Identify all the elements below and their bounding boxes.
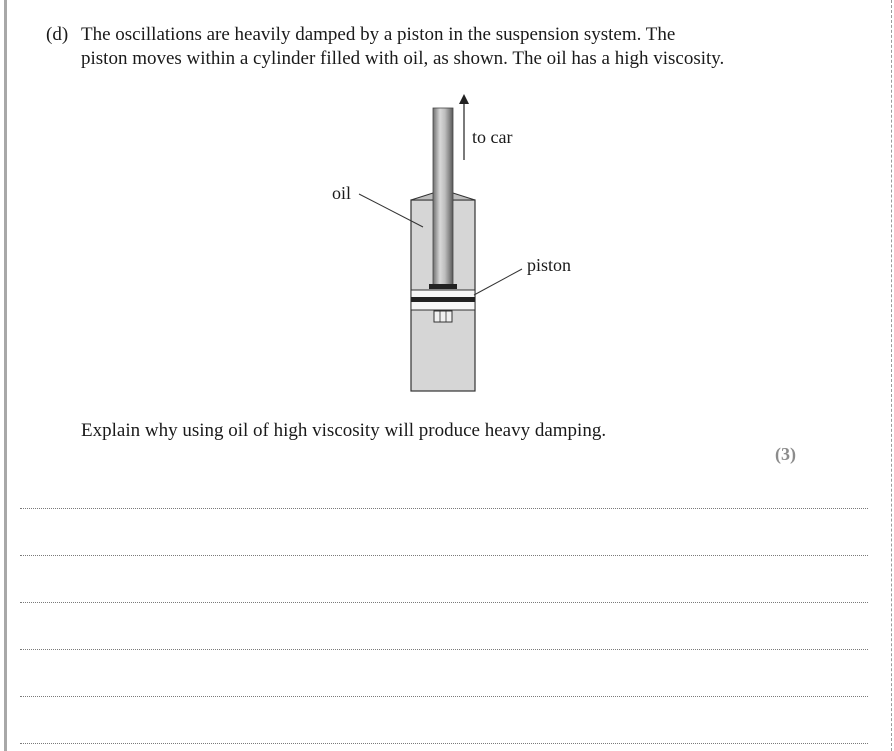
- page-left-border: [4, 0, 7, 751]
- answer-line[interactable]: [20, 696, 868, 697]
- answer-line[interactable]: [20, 649, 868, 650]
- question-label: (d): [46, 24, 69, 45]
- rod-collar: [429, 284, 457, 289]
- question-text-line-1: The oscillations are heavily damped by a piston in the suspension system. The: [81, 24, 676, 45]
- page-right-border: [891, 0, 892, 751]
- piston-seal-band: [411, 297, 475, 302]
- label-piston: piston: [527, 255, 572, 275]
- piston-leader-line: [474, 269, 522, 295]
- piston-rod: [433, 108, 453, 286]
- label-to-car: to car: [472, 127, 513, 147]
- answer-line[interactable]: [20, 508, 868, 509]
- answer-line[interactable]: [20, 555, 868, 556]
- answer-line[interactable]: [20, 743, 868, 744]
- label-oil: oil: [332, 183, 352, 203]
- question-instruction: Explain why using oil of high viscosity will produce heavy damping.: [81, 420, 607, 441]
- damper-diagram-svg: [300, 88, 620, 403]
- to-car-arrow-head: [459, 94, 469, 104]
- answer-line[interactable]: [20, 602, 868, 603]
- marks-available: (3): [775, 444, 796, 464]
- damper-diagram: [300, 88, 620, 403]
- piston-nut: [434, 311, 452, 322]
- question-text-line-2: piston moves within a cylinder filled with oil, as shown. The oil has a high viscosity.: [81, 48, 725, 69]
